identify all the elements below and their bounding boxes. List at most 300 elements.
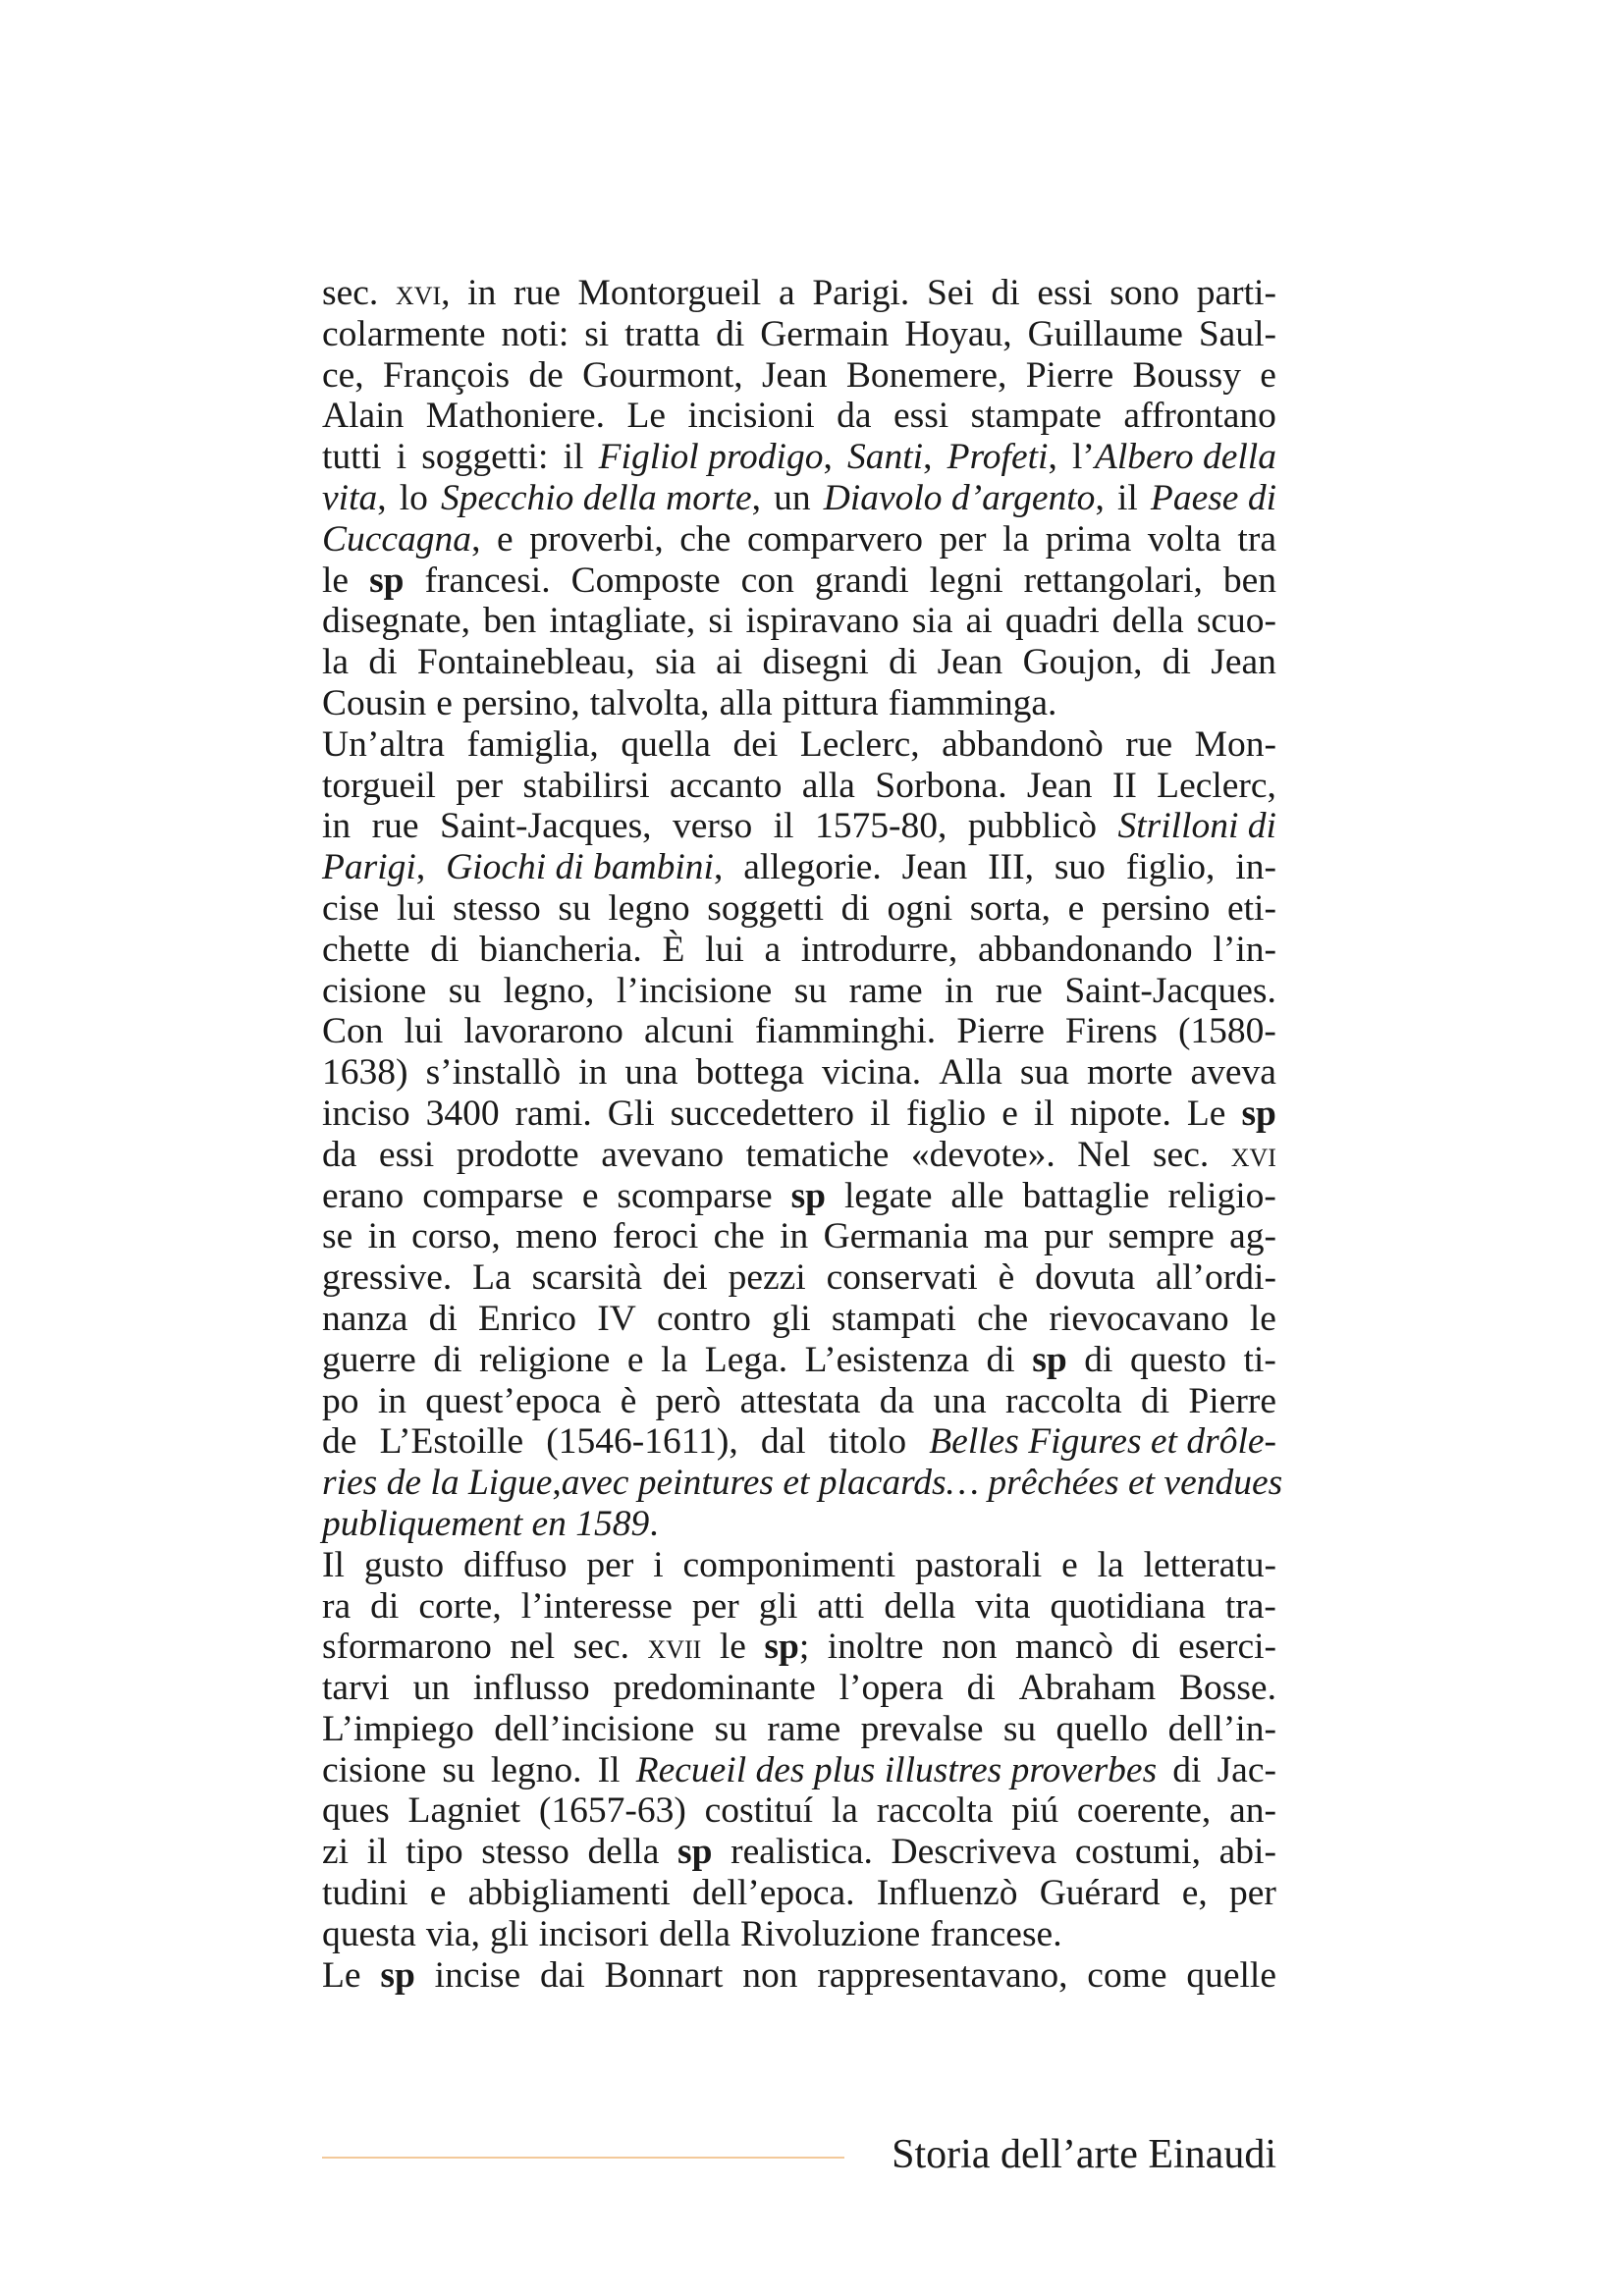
word <box>1229 1790 1276 1832</box>
text-line <box>322 561 1276 602</box>
word <box>405 1011 444 1052</box>
word <box>1098 1545 1124 1586</box>
word-text: in <box>780 1216 809 1257</box>
word-text: Abraham <box>1018 1668 1157 1709</box>
word <box>956 1011 1045 1052</box>
word <box>435 1955 520 1997</box>
word <box>597 1299 636 1340</box>
word <box>372 806 419 847</box>
word <box>1112 766 1137 807</box>
word <box>1002 519 1029 561</box>
word-text: realistica. <box>730 1832 873 1873</box>
word-text: su <box>558 887 591 929</box>
word-text: (1580- <box>1177 1011 1276 1052</box>
word <box>906 1094 986 1135</box>
word-text: raccolta <box>876 1790 994 1832</box>
word-text: alcuni <box>644 1011 734 1052</box>
word <box>1051 1586 1206 1628</box>
text-line <box>322 437 1276 478</box>
word <box>599 437 833 478</box>
footer-rule <box>322 2157 844 2159</box>
word <box>740 1381 861 1422</box>
word <box>839 1668 944 1709</box>
word <box>661 1340 687 1381</box>
word <box>515 1216 597 1257</box>
word <box>663 1257 708 1299</box>
word <box>406 1832 462 1873</box>
word <box>514 273 561 314</box>
word-text: allegorie. <box>743 847 882 888</box>
text-line <box>322 1299 1276 1340</box>
word <box>453 888 541 930</box>
word-text: lo <box>399 477 428 518</box>
word <box>1163 642 1191 683</box>
word-text: Parigi. <box>812 273 910 313</box>
word-text: una <box>933 1380 987 1421</box>
text-line <box>322 314 1276 355</box>
word <box>1187 1094 1226 1135</box>
word <box>827 1257 978 1299</box>
word-text: incisori <box>538 1913 650 1954</box>
word <box>605 1955 724 1997</box>
word <box>877 1873 1018 1914</box>
word <box>662 930 684 971</box>
word <box>1186 1955 1276 1997</box>
word-text: in <box>945 970 974 1011</box>
word <box>322 1216 352 1257</box>
word-text: incisioni <box>687 396 815 437</box>
word-text: predominante <box>613 1668 816 1709</box>
word-text: ra <box>322 1585 352 1627</box>
word <box>578 273 762 314</box>
word-text: (1546-1611), <box>546 1421 738 1463</box>
word-text: Gourmont, <box>582 354 743 396</box>
word-text: colarmente <box>322 313 486 354</box>
word <box>491 1750 582 1791</box>
word <box>927 273 974 314</box>
word <box>433 1340 461 1381</box>
word-text: Il <box>597 1749 621 1790</box>
word-text: il <box>563 437 584 478</box>
word <box>846 355 1006 397</box>
word <box>564 437 584 478</box>
word <box>774 806 794 847</box>
word <box>571 561 721 602</box>
word <box>481 1832 569 1873</box>
word <box>479 930 642 971</box>
word-text: Le <box>322 1954 361 1996</box>
word <box>1087 1955 1166 1997</box>
text-line <box>322 642 1276 683</box>
word <box>805 1340 969 1381</box>
word <box>322 1011 384 1052</box>
word-text: dovuta <box>1035 1257 1136 1299</box>
word-text: di <box>1140 1380 1170 1421</box>
word <box>502 314 569 355</box>
word <box>705 1340 787 1381</box>
word-text: xvi <box>1230 1134 1276 1175</box>
word-text: Jean <box>1026 765 1093 806</box>
text-line <box>322 1176 1276 1217</box>
word <box>322 930 410 971</box>
word-text: sp <box>764 1627 799 1668</box>
word <box>1064 971 1276 1012</box>
word <box>791 1176 826 1217</box>
word <box>765 930 782 971</box>
word-text: rettangolari, <box>1023 560 1203 601</box>
word-text: costumi, <box>1074 1832 1201 1873</box>
word-text: quella <box>621 723 711 765</box>
word-text: Bonemere, <box>845 354 1007 396</box>
word-text: si <box>708 601 733 642</box>
word <box>322 1709 474 1750</box>
text-line <box>322 1668 1276 1709</box>
word <box>400 478 428 519</box>
word-text: e <box>436 682 453 723</box>
word <box>1131 1627 1160 1668</box>
word-text: una <box>624 1052 678 1094</box>
word-text: di <box>1162 642 1191 683</box>
word-text: abi- <box>1218 1832 1276 1873</box>
word-text: mancò <box>1014 1627 1113 1668</box>
word <box>1061 1545 1078 1586</box>
word-text: Jean <box>1211 642 1276 683</box>
word-text: Jac- <box>1217 1749 1276 1790</box>
word-text: rame <box>848 970 923 1011</box>
word-text: suo <box>1054 847 1106 888</box>
word-text: Composte <box>570 560 721 601</box>
word <box>430 930 459 971</box>
word <box>539 1914 649 1955</box>
word <box>322 314 486 355</box>
word-text: talvolta, <box>589 682 710 723</box>
word-text: sec. <box>1152 1134 1210 1175</box>
word <box>463 1545 568 1586</box>
word <box>1237 519 1276 561</box>
word <box>755 1011 936 1052</box>
word-text: famiglia, <box>466 723 599 765</box>
word <box>783 683 879 724</box>
word-text: battaglie <box>1022 1175 1150 1216</box>
word-text: in <box>467 273 497 313</box>
word <box>967 1668 996 1709</box>
word-text: influsso <box>472 1668 590 1709</box>
word-text: stabilirsi <box>522 765 650 806</box>
word <box>746 601 899 642</box>
word-text: in- <box>1235 847 1276 888</box>
word-text: (1657-63) <box>538 1790 686 1832</box>
word-text: per <box>939 518 987 560</box>
word <box>942 1627 997 1668</box>
word-text: un <box>412 1668 451 1709</box>
word-text: avec peintures et placards… prêchées et vendues <box>561 1463 1283 1504</box>
word-text: disegni <box>762 642 869 683</box>
word-text: Nel <box>1077 1134 1131 1175</box>
word-text: nipote. <box>1069 1093 1171 1134</box>
punctuation: , <box>713 847 724 888</box>
word <box>947 437 1057 478</box>
word-text: tra <box>1237 518 1276 560</box>
punctuation: , <box>471 518 481 560</box>
word-text: in <box>578 1052 608 1094</box>
word-text: ques <box>322 1790 390 1832</box>
word-text: per <box>586 1544 634 1585</box>
word <box>322 1340 416 1381</box>
word-text: Un’altra <box>322 723 445 765</box>
word <box>425 1381 601 1422</box>
text-line <box>322 1586 1276 1628</box>
word <box>322 519 480 561</box>
word-text: quelle <box>1186 1954 1276 1996</box>
word <box>322 642 349 683</box>
word <box>733 724 779 766</box>
word-text: corso, <box>411 1216 501 1257</box>
word-text: tra- <box>1224 1585 1276 1627</box>
word-text: scarsità <box>531 1257 643 1299</box>
word <box>624 314 700 355</box>
text-line <box>322 930 1276 971</box>
text-line <box>322 1914 1276 1955</box>
word-text: biancheria. <box>479 929 642 970</box>
word <box>322 1052 408 1094</box>
word-text: inciso <box>322 1093 410 1134</box>
text-line <box>322 971 1276 1012</box>
word-text: Le <box>1186 1093 1226 1134</box>
word <box>692 1873 855 1914</box>
word <box>463 1011 622 1052</box>
word <box>378 1381 406 1422</box>
word <box>1026 355 1114 397</box>
word-text: Fontainebleau, <box>416 642 635 683</box>
word <box>1133 355 1241 397</box>
word <box>1123 396 1276 437</box>
word <box>558 888 590 930</box>
word-text: prima <box>1045 518 1132 560</box>
word-text: per <box>691 1585 739 1627</box>
word-text: lui <box>396 887 436 929</box>
word-text: Guillaume <box>1027 313 1183 354</box>
word <box>601 1135 724 1176</box>
word-text: Pierre <box>1025 354 1114 396</box>
text-line <box>322 1832 1276 1873</box>
word <box>368 1216 397 1257</box>
word-text: erano <box>322 1175 405 1216</box>
word-text: sempre <box>1108 1216 1215 1257</box>
word <box>479 1340 610 1381</box>
word <box>720 683 773 724</box>
word <box>1011 1790 1058 1832</box>
word <box>586 1545 633 1586</box>
word-text: Rivoluzione <box>739 1913 921 1954</box>
word <box>1225 1586 1276 1628</box>
word <box>747 519 923 561</box>
word-text: con <box>740 560 794 601</box>
text-line <box>322 1709 1276 1750</box>
word <box>889 683 1057 724</box>
word-text: legno. <box>490 1749 582 1790</box>
word-text: Profeti <box>947 437 1049 478</box>
word-text: di <box>966 1668 996 1709</box>
word-text: il <box>1116 477 1138 518</box>
word <box>322 766 436 807</box>
word-text: coerente, <box>1076 1790 1212 1832</box>
word <box>893 396 948 437</box>
word-text: le <box>322 560 350 601</box>
word-text: persino, <box>461 682 580 723</box>
word-text: Mon- <box>1194 723 1276 765</box>
word <box>992 273 1020 314</box>
word <box>468 1873 671 1914</box>
word-text: de <box>322 1421 357 1463</box>
text-line <box>322 1216 1276 1257</box>
word-text: l’opera <box>839 1668 944 1709</box>
word <box>322 1586 351 1628</box>
word-text: in <box>377 1380 406 1421</box>
word-text: titolo <box>828 1421 907 1463</box>
word <box>1231 1135 1276 1176</box>
word <box>887 888 952 930</box>
word <box>1108 1216 1214 1257</box>
word <box>1197 601 1276 642</box>
word-text: pastorali <box>915 1544 1043 1585</box>
word-text: IV <box>597 1298 636 1339</box>
word <box>996 971 1043 1012</box>
word-text: rue <box>514 273 561 313</box>
word-text: Bosse. <box>1178 1668 1276 1709</box>
text-line <box>322 683 1276 724</box>
word <box>322 273 378 314</box>
word-text: via, <box>425 1913 481 1954</box>
text-line <box>322 806 1276 847</box>
word-text: come <box>1087 1954 1167 1996</box>
word-text: tematiche <box>745 1134 890 1175</box>
word <box>1034 1094 1055 1135</box>
word-text: ai <box>716 642 743 683</box>
word-text: della <box>587 1832 660 1873</box>
word <box>1015 1627 1113 1668</box>
punctuation: , <box>751 477 761 518</box>
word-text: legni <box>929 560 1003 601</box>
word <box>880 1381 914 1422</box>
word-text: vita <box>975 1585 1031 1627</box>
word-text: rue <box>1125 723 1173 765</box>
word-text: sp <box>1241 1093 1276 1134</box>
word-text: e <box>1061 1544 1078 1585</box>
word-text: fiamminghi. <box>754 1011 937 1052</box>
word <box>1199 314 1276 355</box>
word <box>1065 1011 1158 1052</box>
word-text: che <box>713 1216 765 1257</box>
word <box>369 561 404 602</box>
word <box>322 1257 452 1299</box>
word-text: rappresentavano, <box>817 1954 1068 1996</box>
text-line <box>322 273 1276 314</box>
text-line <box>322 1094 1276 1135</box>
word-text: l’incisione <box>616 970 773 1011</box>
word <box>440 806 652 847</box>
word <box>466 724 598 766</box>
word <box>467 273 496 314</box>
text-line <box>322 355 1276 397</box>
word-text: zi <box>322 1832 350 1873</box>
word <box>322 1176 404 1217</box>
text-line <box>322 1790 1276 1832</box>
word-text: i <box>396 437 407 478</box>
word <box>587 1832 659 1873</box>
word-text: prodotte <box>456 1134 579 1175</box>
word <box>742 1955 797 1997</box>
word <box>812 273 909 314</box>
word <box>1035 1257 1135 1299</box>
word <box>446 847 723 888</box>
word <box>984 1216 1029 1257</box>
word <box>322 683 426 724</box>
text-line <box>322 1011 1276 1052</box>
word <box>636 1750 1157 1791</box>
word-text: figlio, <box>1125 847 1216 888</box>
word-text: da <box>322 1134 357 1175</box>
punctuation: , <box>415 847 426 888</box>
word-text: Goujon, <box>1022 642 1143 683</box>
word-text: torgueil <box>322 765 436 806</box>
word <box>716 314 744 355</box>
word-text: francesi. <box>424 560 551 601</box>
word-text: tudini <box>322 1873 408 1914</box>
word <box>422 1176 564 1217</box>
word-text: della <box>1111 601 1184 642</box>
word <box>1144 1545 1276 1586</box>
text-line <box>322 724 1276 766</box>
word-text: ries de la Ligue <box>322 1463 553 1504</box>
word <box>707 888 824 930</box>
word-text: legno <box>608 887 690 929</box>
word <box>1040 1873 1161 1914</box>
word <box>647 1627 701 1668</box>
word-text: lui <box>705 929 744 970</box>
word-text: dei <box>732 723 779 765</box>
word <box>844 1176 933 1217</box>
word <box>1049 1299 1228 1340</box>
word-text: avevano <box>601 1134 725 1175</box>
word-text: sp <box>1032 1339 1067 1380</box>
word <box>780 1216 808 1257</box>
word <box>1217 1750 1276 1791</box>
word-text: l’interesse <box>520 1585 673 1627</box>
footer-title: Storia dell’arte Einaudi <box>892 2132 1276 2177</box>
word <box>762 355 828 397</box>
word-text: sp <box>790 1175 827 1216</box>
word <box>1223 561 1276 602</box>
word <box>1075 1832 1201 1873</box>
word <box>824 1216 969 1257</box>
word <box>1003 1709 1036 1750</box>
word <box>397 437 406 478</box>
word-text: sec. <box>572 1627 629 1668</box>
word <box>729 1257 806 1299</box>
word <box>1227 888 1276 930</box>
word <box>396 273 451 314</box>
word <box>1211 642 1276 683</box>
word-text: legate <box>843 1175 933 1216</box>
word <box>367 1832 388 1873</box>
word <box>705 1790 813 1832</box>
word <box>1241 1094 1275 1135</box>
word-text: Diavolo d’argento <box>823 477 1096 518</box>
word-text: in <box>322 806 352 847</box>
word <box>1172 1750 1201 1791</box>
word-text: quotidiana <box>1050 1585 1206 1627</box>
word <box>1077 1135 1130 1176</box>
